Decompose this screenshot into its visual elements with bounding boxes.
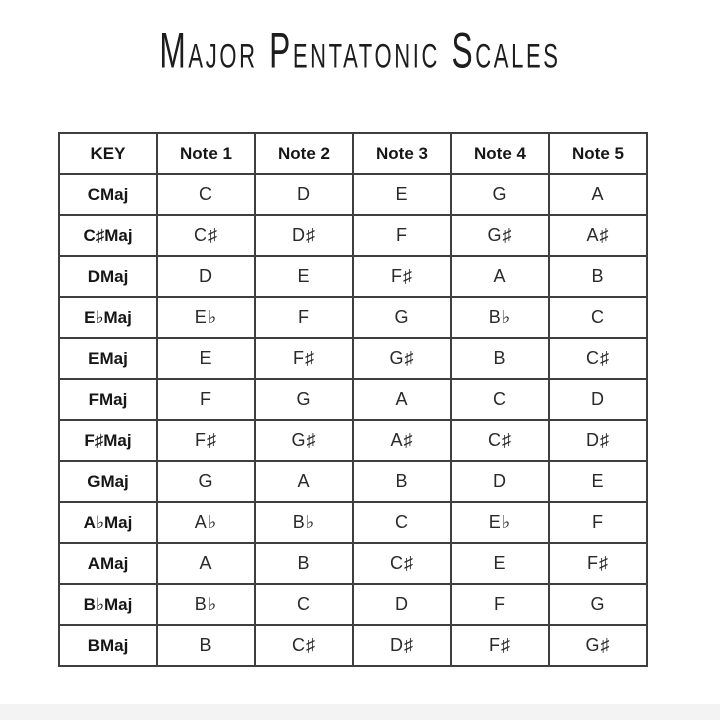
note-cell: C: [157, 174, 255, 215]
table-row-dmaj: [59, 256, 647, 297]
note-cell: G: [451, 174, 549, 215]
note-cell: F: [451, 584, 549, 625]
note-cell: C♯: [353, 543, 451, 584]
note-cell: F♯: [353, 256, 451, 297]
scales-table-container: [58, 132, 648, 667]
note-cell: D: [255, 174, 353, 215]
note-cell: C: [451, 379, 549, 420]
note-cell: B♭: [451, 297, 549, 338]
note-cell: F: [353, 215, 451, 256]
table-row-amaj: [59, 543, 647, 584]
note-cell: C♯: [255, 625, 353, 666]
key-cell: DMaj: [59, 256, 157, 297]
note-cell: F♯: [157, 420, 255, 461]
note-cell: G♯: [353, 338, 451, 379]
key-cell: A♭Maj: [59, 502, 157, 543]
note-cell: B: [255, 543, 353, 584]
note-cell: F: [255, 297, 353, 338]
note-cell: G: [255, 379, 353, 420]
note-cell: D♯: [255, 215, 353, 256]
note-cell: B: [451, 338, 549, 379]
note-cell: A: [255, 461, 353, 502]
scales-table: [58, 132, 648, 667]
table-row-aflatmaj: [59, 502, 647, 543]
header-note-4: Note 4: [451, 133, 549, 174]
note-cell: E: [255, 256, 353, 297]
note-cell: G: [353, 297, 451, 338]
header-note-1: Note 1: [157, 133, 255, 174]
header-note-5: Note 5: [549, 133, 647, 174]
note-cell: D♯: [549, 420, 647, 461]
note-cell: F♯: [451, 625, 549, 666]
key-cell: CMaj: [59, 174, 157, 215]
note-cell: A♯: [353, 420, 451, 461]
key-cell: C♯Maj: [59, 215, 157, 256]
note-cell: B: [157, 625, 255, 666]
note-cell: C: [353, 502, 451, 543]
note-cell: G♯: [451, 215, 549, 256]
header-note-2: Note 2: [255, 133, 353, 174]
note-cell: C: [255, 584, 353, 625]
note-cell: D♯: [353, 625, 451, 666]
note-cell: A: [549, 174, 647, 215]
page-title: Major Pentatonic Scales: [159, 22, 561, 79]
note-cell: G♯: [255, 420, 353, 461]
table-row-fmaj: [59, 379, 647, 420]
page-header: [0, 16, 720, 86]
note-cell: A♭: [157, 502, 255, 543]
table-row-bmaj: [59, 625, 647, 666]
note-cell: D: [353, 584, 451, 625]
note-cell: E: [451, 543, 549, 584]
note-cell: F: [157, 379, 255, 420]
note-cell: B♭: [255, 502, 353, 543]
note-cell: B♭: [157, 584, 255, 625]
key-cell: F♯Maj: [59, 420, 157, 461]
key-cell: AMaj: [59, 543, 157, 584]
note-cell: E♭: [451, 502, 549, 543]
table-row-bflatmaj: [59, 584, 647, 625]
note-cell: D: [451, 461, 549, 502]
table-row-gmaj: [59, 461, 647, 502]
header-note-3: Note 3: [353, 133, 451, 174]
note-cell: A: [451, 256, 549, 297]
key-cell: E♭Maj: [59, 297, 157, 338]
note-cell: D: [549, 379, 647, 420]
key-cell: BMaj: [59, 625, 157, 666]
note-cell: D: [157, 256, 255, 297]
key-cell: B♭Maj: [59, 584, 157, 625]
note-cell: A♯: [549, 215, 647, 256]
table-row-fsharpmaj: [59, 420, 647, 461]
key-cell: GMaj: [59, 461, 157, 502]
table-row-eflatmaj: [59, 297, 647, 338]
note-cell: G: [549, 584, 647, 625]
note-cell: G♯: [549, 625, 647, 666]
header-row: [59, 133, 647, 174]
note-cell: G: [157, 461, 255, 502]
note-cell: C♯: [549, 338, 647, 379]
key-cell: EMaj: [59, 338, 157, 379]
note-cell: C: [549, 297, 647, 338]
note-cell: F♯: [549, 543, 647, 584]
note-cell: A: [157, 543, 255, 584]
note-cell: E: [157, 338, 255, 379]
note-cell: E♭: [157, 297, 255, 338]
key-cell: FMaj: [59, 379, 157, 420]
note-cell: F: [549, 502, 647, 543]
note-cell: C♯: [451, 420, 549, 461]
note-cell: E: [353, 174, 451, 215]
note-cell: B: [549, 256, 647, 297]
table-row-emaj: [59, 338, 647, 379]
table-row-cmaj: [59, 174, 647, 215]
note-cell: F♯: [255, 338, 353, 379]
note-cell: B: [353, 461, 451, 502]
table-row-csharpmaj: [59, 215, 647, 256]
note-cell: E: [549, 461, 647, 502]
note-cell: A: [353, 379, 451, 420]
bottom-edge-strip: [0, 704, 720, 720]
header-key: KEY: [59, 133, 157, 174]
note-cell: C♯: [157, 215, 255, 256]
